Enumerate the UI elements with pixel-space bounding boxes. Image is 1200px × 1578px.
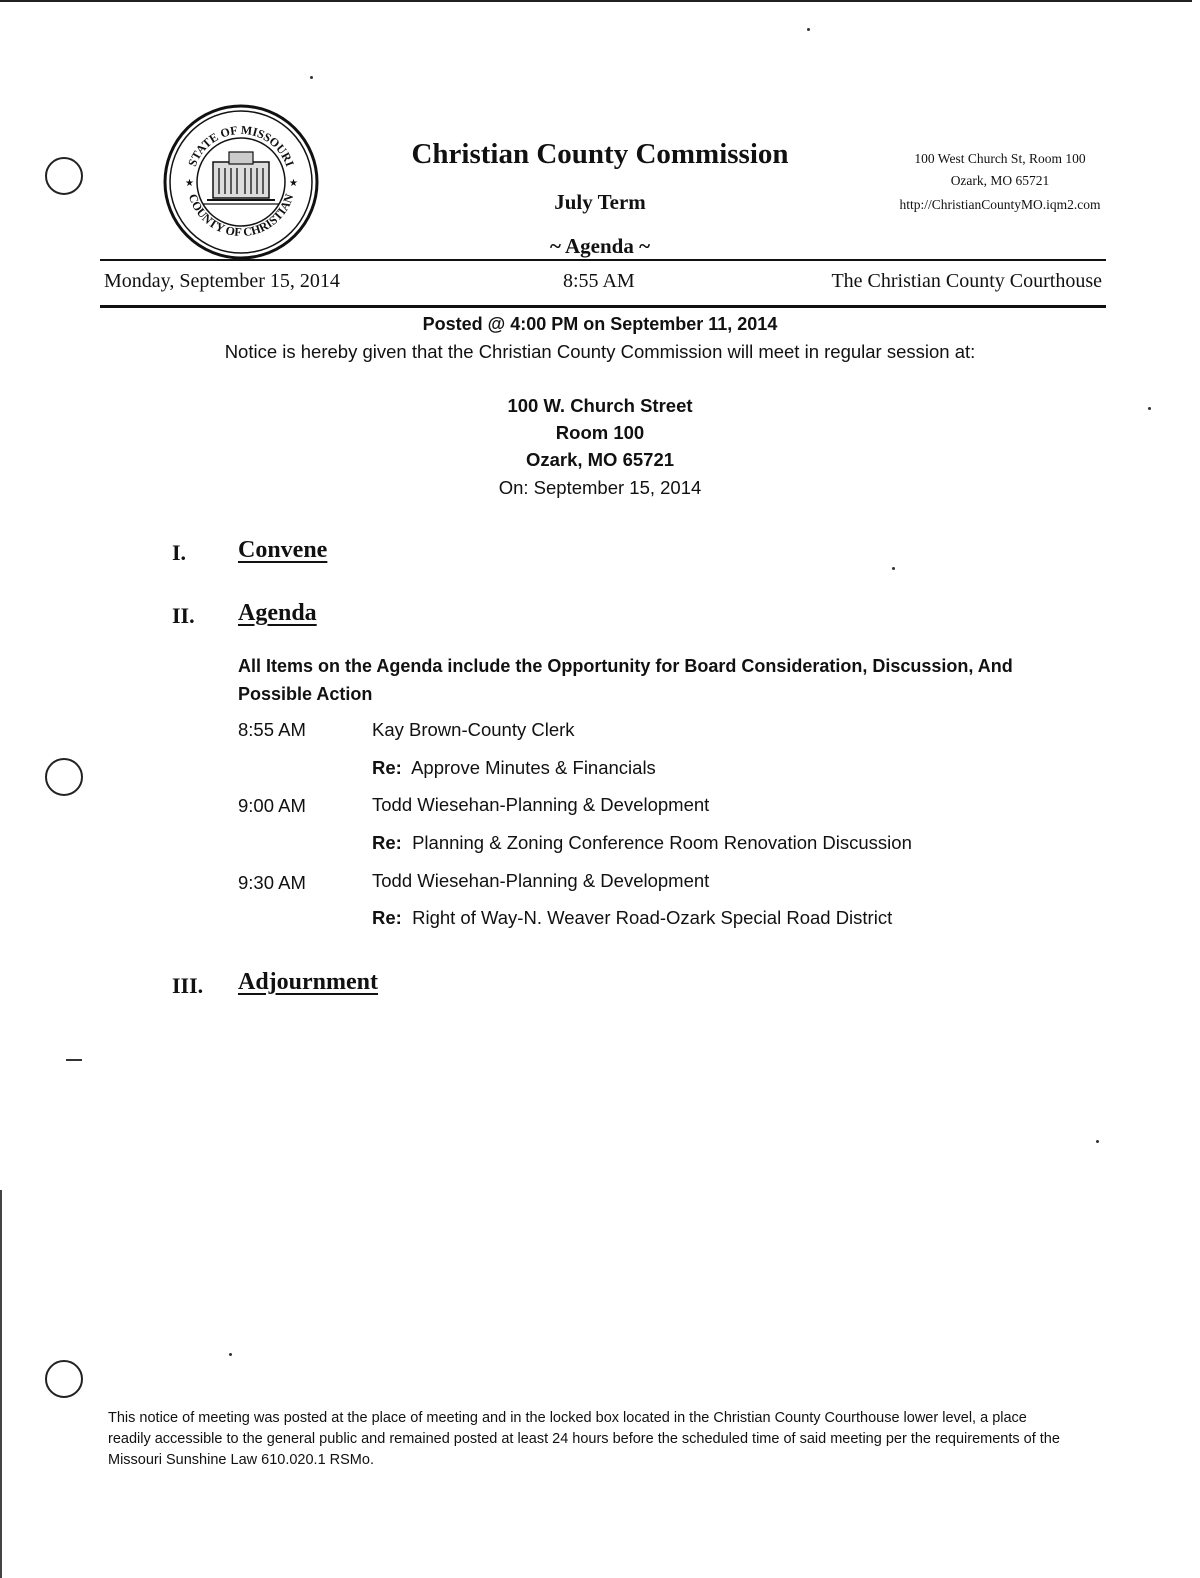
section-number: II. [172,603,195,628]
term-label: July Term [554,190,646,214]
punch-hole [45,1360,83,1398]
seal-top-text: STATE OF MISSOURI [185,122,298,169]
address-line: 100 West Church St, Room 100 [914,151,1086,166]
agenda-item-subject [372,757,656,779]
posting-disclaimer: This notice of meeting was posted at the place of meeting and in the locked box located in the Christian County Courthouse lower level, a place readily accessible to the general public and remained posted at least 24 hours before the scheduled time of said meeting per the requirements of the Missouri Sunshine Law 610.020.1 RSMo. [108,1410,1060,1468]
agenda-preamble: All Items on the Agenda include the Opportunity for Board Consideration, Discussion, And Possible Action [238,656,1013,704]
meeting-time: 8:55 AM [563,270,635,292]
agenda-item-presenter: Todd Wiesehan-Planning & Development [372,870,710,891]
subject-text: Planning & Zoning Conference Room Renovation Discussion [412,832,912,853]
divider [100,305,1106,308]
meeting-date: Monday, September 15, 2014 [104,270,340,292]
re-label: Re: [372,907,402,928]
divider [100,259,1106,261]
agenda-item-subject [372,832,912,854]
seal-bottom-text: COUNTY OF CHRISTIAN [185,192,297,240]
agenda-item-subject [372,907,892,929]
section-number: I. [172,540,187,565]
scan-speck [66,1059,82,1061]
county-seal [163,104,319,260]
location-line: 100 W. Church Street [507,395,693,416]
address-line: Ozark, MO 65721 [950,173,1050,188]
section-agenda: Agenda [238,600,317,626]
scan-speck [1096,1140,1099,1143]
section-adjournment: Adjournment [238,969,379,995]
subject-text: Right of Way-N. Weaver Road-Ozark Special Road District [412,907,893,928]
re-label: Re: [372,757,402,778]
section-number: III. [172,973,204,998]
agenda-item-time: 8:55 AM [238,719,306,740]
meeting-place: The Christian County Courthouse [831,270,1102,292]
re-label: Re: [372,832,402,853]
website-url: http://ChristianCountyMO.iqm2.com [899,197,1101,212]
agenda-item-time: 9:00 AM [238,795,306,816]
punch-hole [45,157,83,195]
section-convene: Convene [238,537,328,563]
location-line: Room 100 [555,422,645,443]
scan-speck [229,1353,232,1356]
svg-text:COUNTY OF CHRISTIAN [186,192,297,239]
subject-text: Approve Minutes & Financials [411,757,656,778]
scan-speck [892,567,895,570]
meeting-on-date: On: September 15, 2014 [498,477,702,498]
punch-hole [45,758,83,796]
agenda-item-presenter: Kay Brown-County Clerk [372,719,575,740]
posted-notice: Posted @ 4:00 PM on September 11, 2014 [422,314,778,334]
location-line: Ozark, MO 65721 [525,449,675,470]
scan-speck [807,28,810,31]
svg-text:★: ★ [289,178,298,189]
scan-edge-line [0,0,1192,2]
session-notice: Notice is hereby given that the Christian County Commission will meet in regular session at: [224,341,976,362]
agenda-heading: ~ Agenda ~ [549,234,651,258]
svg-text:★: ★ [185,178,194,189]
agenda-item-time: 9:30 AM [238,872,306,893]
commission-title: Christian County Commission [411,138,789,170]
agenda-item-presenter: Todd Wiesehan-Planning & Development [372,794,710,815]
scan-edge-line [0,1190,2,1578]
scan-speck [310,76,313,79]
